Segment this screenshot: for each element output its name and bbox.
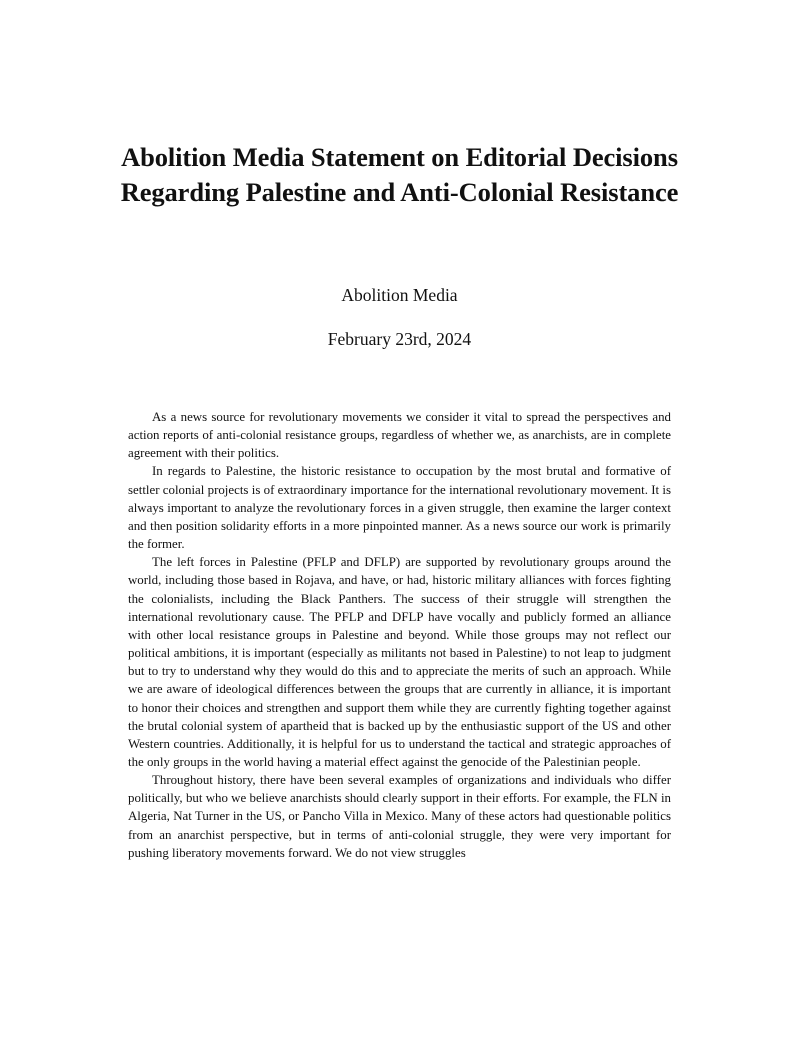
document-author: Abolition Media [341, 285, 458, 305]
body-paragraph: As a news source for revolutionary movements we consider it vital to spread the perspectives and action reports of anti-colonial resistance groups, regardless of whether we, as anarchists, are in complete agreement with their politics. [128, 410, 671, 461]
body-paragraph: In regards to Palestine, the historic resistance to occupation by the most brutal and formative of settler colonial projects is of extraordinary importance for the international revolutionary movement. It is always important to analyze the revolutionary forces in a given struggle, then examine the larger context and then position solidarity efforts in a more pinpointed manner. As a news source our work is primarily the former. [128, 464, 671, 552]
document-body [128, 408, 671, 862]
body-paragraph: Throughout history, there have been several examples of organizations and individuals who differ politically, but who we believe anarchists should clearly support in their efforts. For example, the FLN in Algeria, Nat Turner in the US, or Pancho Villa in Mexico. Many of these actors had questionable politics from an anarchist perspective, but in terms of anti-colonial struggle, they were very important for pushing liberatory movements forward. We do not view struggles [128, 773, 671, 860]
document-date: February 23rd, 2024 [327, 329, 472, 349]
body-paragraph: The left forces in Palestine (PFLP and DFLP) are supported by revolutionary groups around the world, including those based in Rojava, and have, or had, historic military alliances with forces fighting the colonialists, including the Black Panthers. The success of their struggle will strengthen the international revolutionary cause. The PFLP and DFLP have vocally and publicly formed an alliance with other local resistance groups in Palestine and beyond. While those groups may not reflect our political ambitions, it is important (especially as militants not based in Palestine) to not leap to judgment but to try to understand why they would do this and to appreciate the merits of such an approach. While we are aware of ideological differences between the groups that are currently in alliance, it is important to honor their choices and strengthen and support them while they are currently fighting together against the brutal colonial system of apartheid that is backed up by the enthusiastic support of the US and other Western countries. Additionally, it is helpful for us to understand the tactical and strategic approaches of the only groups in the world having a material effect against the genocide of the Palestinian people. [128, 555, 671, 769]
document-title: Abolition Media Statement on Editorial Decisions Regarding Palestine and Anti-Colonial Resistance [120, 142, 679, 207]
